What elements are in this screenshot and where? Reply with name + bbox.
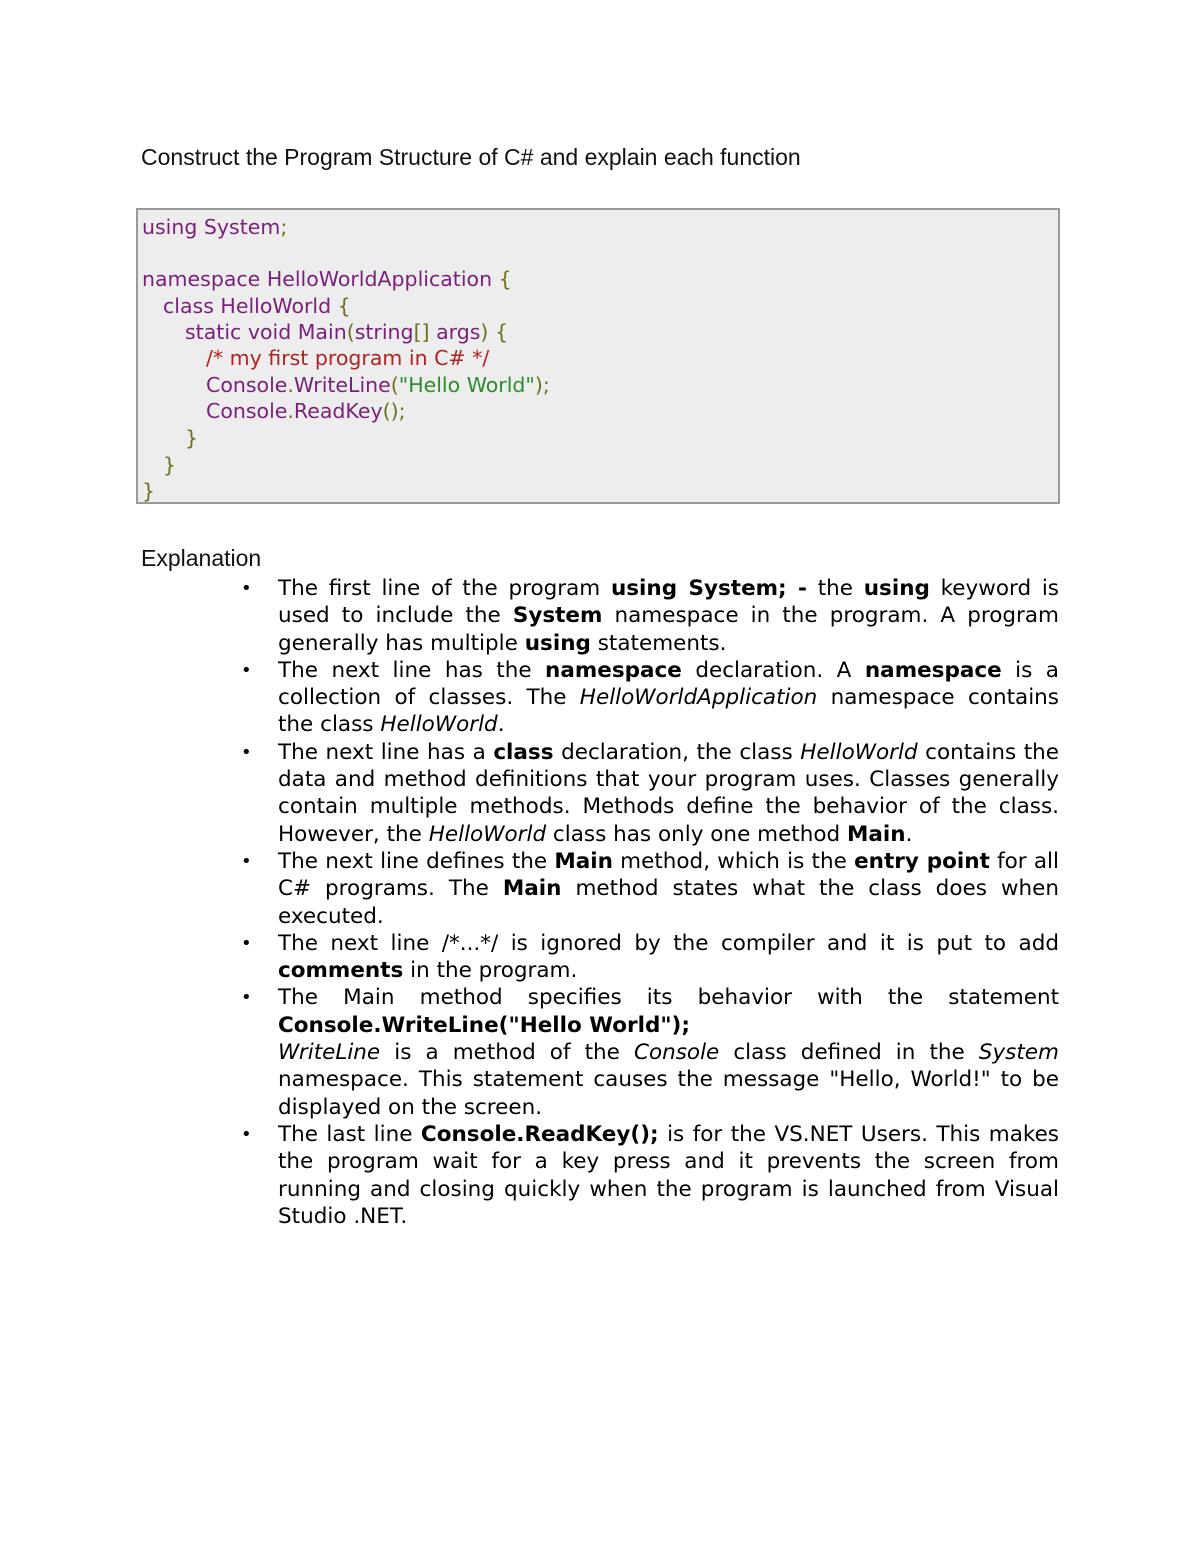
list-item — [278, 984, 1059, 1120]
code-token: } — [142, 479, 156, 503]
code-string: "Hello World" — [398, 373, 535, 397]
code-token: } — [163, 453, 177, 477]
code-token: Main — [297, 320, 347, 344]
code-token: { — [498, 267, 512, 291]
code-token: ; — [280, 215, 288, 239]
bold-run: class — [493, 739, 554, 765]
text-run: the — [806, 576, 864, 601]
bold-run: Main — [847, 821, 906, 847]
text-run: The last line — [278, 1121, 421, 1147]
code-token: } — [185, 426, 199, 450]
bold-run: Main — [554, 848, 613, 874]
italic-run: Console — [633, 1040, 720, 1066]
text-run: statements. — [590, 630, 727, 656]
bold-run: Console.ReadKey(); — [420, 1121, 659, 1147]
italic-run: HelloWorld — [380, 712, 498, 738]
bold-run: using System; - — [610, 576, 807, 601]
italic-run: WriteLine — [278, 1040, 381, 1066]
text-run: The Main method specifies its behavior with the statement — [278, 985, 1059, 1011]
code-token: string — [354, 320, 414, 344]
code-token: void — [247, 320, 292, 344]
code-token: class — [163, 294, 214, 318]
code-line — [206, 372, 550, 398]
code-token: ( — [346, 320, 355, 344]
code-token: (); — [382, 399, 406, 423]
bold-run: System — [512, 603, 603, 629]
code-token: args — [436, 320, 481, 344]
list-item — [278, 739, 1059, 848]
code-line — [142, 214, 287, 240]
text-run: The next line /*...*/ is ignored by the compiler and it is put to add — [278, 930, 1059, 956]
code-block — [136, 208, 1060, 504]
list-item — [278, 657, 1059, 739]
explanation-list — [278, 575, 1059, 1230]
code-line — [163, 293, 351, 319]
italic-run: HelloWorld — [800, 739, 918, 765]
code-token: Console — [206, 373, 288, 397]
list-item — [278, 1121, 1059, 1230]
code-token: HelloWorld — [220, 294, 332, 318]
bold-run: Main — [502, 876, 562, 902]
code-token: ReadKey — [293, 399, 383, 423]
text-run: class has only one method — [546, 821, 847, 847]
code-token: HelloWorldApplication — [266, 267, 493, 291]
text-run: method states what the class does when executed. — [278, 876, 1059, 929]
text-run: The next line has the — [278, 657, 546, 683]
code-token: { — [337, 294, 351, 318]
code-token: [] — [413, 320, 430, 344]
code-token: using — [142, 215, 198, 239]
text-run: namespace contains the class — [278, 685, 1059, 738]
text-run: keyword is used to include the — [278, 576, 1060, 629]
text-run: is a collection of classes. The — [278, 657, 1059, 711]
text-run: The first line of the program — [278, 576, 611, 601]
text-run: is for the VS.NET Users. This makes the program wait for a key press and it prevents the screen from running and closing quickly when the program is launched from Visual Studio .NET. — [278, 1121, 1059, 1229]
code-token: ) — [480, 320, 489, 344]
bold-run: namespace — [864, 657, 1002, 683]
text-run: namespace. This statement causes the message "Hello, World!" to be displayed on the screen. — [278, 1067, 1059, 1120]
code-token: Console — [206, 399, 288, 423]
code-token: . — [287, 373, 294, 397]
italic-run: System — [978, 1040, 1059, 1066]
list-item — [278, 930, 1059, 985]
text-run: in the program. — [403, 958, 578, 984]
explanation-heading: Explanation — [141, 545, 262, 571]
text-run: The next line has a — [278, 739, 494, 765]
code-token: ); — [534, 373, 550, 397]
text-run: declaration. A — [681, 657, 865, 683]
text-run: contains the data and method definitions that your program uses. Classes generally contain multiple methods. Methods define the behavior of the class. However, the — [278, 739, 1059, 847]
text-run: for all C# programs. The — [278, 848, 1059, 902]
code-comment: /* my first program in C# */ — [206, 346, 490, 370]
code-token: static — [185, 320, 242, 344]
code-token: System — [203, 215, 281, 239]
code-token: { — [494, 320, 508, 344]
italic-run: HelloWorldApplication — [579, 685, 818, 711]
code-token: WriteLine — [293, 373, 391, 397]
code-token: ( — [390, 373, 399, 397]
code-line — [185, 319, 508, 345]
code-line — [206, 345, 489, 371]
code-token: namespace — [142, 267, 261, 291]
list-item — [278, 848, 1059, 930]
code-line — [142, 266, 512, 292]
bold-run: using — [863, 576, 930, 601]
bold-run: Console.WriteLine("Hello World"); — [278, 1012, 690, 1038]
list-item — [278, 575, 1059, 657]
code-token: . — [287, 399, 294, 423]
page-title: Construct the Program Structure of C# and explain each function — [141, 144, 801, 170]
code-line — [163, 452, 176, 478]
code-line — [142, 478, 155, 504]
text-run: The next line defines the — [278, 848, 555, 874]
text-run: . — [905, 821, 913, 847]
text-run: namespace in the program. A program generally has multiple — [278, 603, 1059, 656]
text-run: is a method of the — [380, 1040, 634, 1066]
code-line — [206, 398, 406, 424]
text-run: method, which is the — [612, 848, 855, 874]
text-run: class defined in the — [719, 1040, 979, 1066]
bold-run: entry point — [854, 848, 990, 874]
bold-run: namespace — [545, 657, 682, 683]
bold-run: using — [524, 630, 591, 656]
italic-run: HelloWorld — [428, 821, 547, 847]
code-line — [185, 425, 198, 451]
text-run: . — [497, 712, 505, 738]
text-run: declaration, the class — [553, 739, 801, 765]
bold-run: comments — [278, 958, 404, 984]
